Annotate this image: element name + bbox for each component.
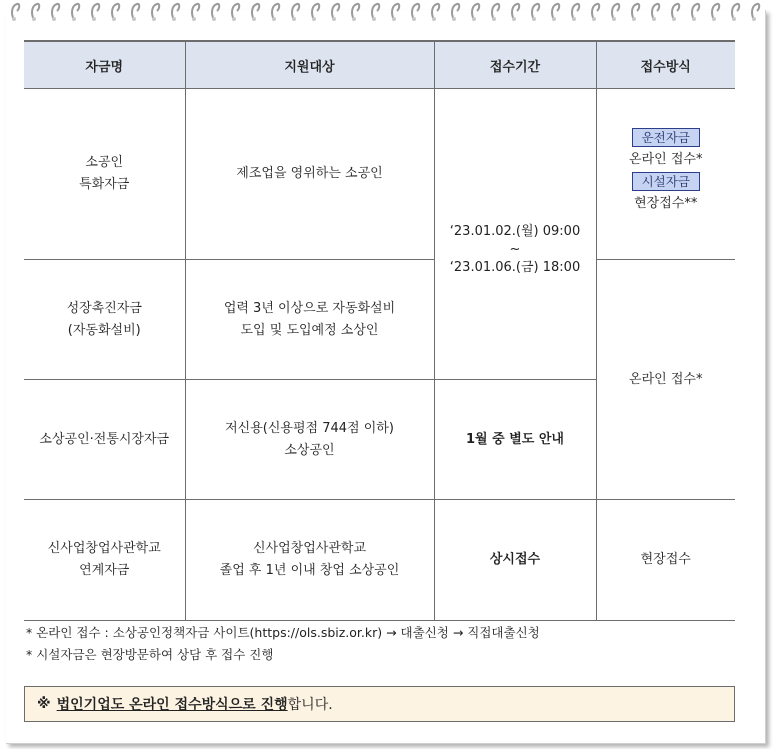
header-period: 접수기간: [434, 41, 596, 89]
target-cell: [185, 380, 434, 500]
spiral-hole: [332, 17, 336, 21]
spiral-hole: [272, 17, 276, 21]
fund-name-line: 소상공인·전통시장자금: [39, 431, 170, 447]
spiral-hole: [312, 17, 316, 21]
spiral-hole: [212, 17, 216, 21]
fund-name-line: 소공인: [85, 155, 124, 170]
fund-name-cell: [24, 260, 185, 380]
notice-box: [24, 686, 735, 722]
spiral-hole: [352, 17, 356, 21]
notice-mark: ※: [37, 696, 51, 712]
spiral-hole: [232, 17, 236, 21]
spiral-hole: [652, 17, 656, 21]
operating-fund-tag: 운전자금: [632, 128, 700, 147]
spiral-hole: [292, 17, 296, 21]
shared-period-cell: [434, 89, 596, 380]
fund-name-cell: [24, 500, 185, 621]
spiral-hole: [132, 17, 136, 21]
spiral-hole: [92, 17, 96, 21]
spiral-hole: [572, 17, 576, 21]
spiral-hole: [432, 17, 436, 21]
target-line: 업력 3년 이상으로 자동화설비: [223, 300, 396, 316]
target-line: 신사업창업사관학교: [252, 541, 367, 556]
header-target: 지원대상: [185, 41, 434, 89]
spiral-hole: [112, 17, 116, 21]
footnotes: [26, 622, 540, 666]
online-method: 온라인 접수*: [629, 152, 703, 167]
fund-name-line: 성장촉진자금: [66, 300, 142, 316]
period-start: ‘23.01.02.(월) 09:00: [449, 224, 581, 239]
spiral-hole: [32, 17, 36, 21]
spiral-hole: [472, 17, 476, 21]
spiral-hole: [692, 17, 696, 21]
table-row: [24, 260, 735, 380]
target-line: 제조업을 영위하는 소공인: [236, 166, 383, 181]
period-end: ‘23.01.06.(금) 18:00: [449, 260, 581, 275]
spiral-hole: [712, 17, 716, 21]
footnote-facility: * 시설자금은 현장방문하여 상담 후 접수 진행: [26, 647, 274, 662]
footnote-online: * 온라인 접수 : 소상공인정책자금 사이트(https://ols.sbiz.or.kr) → 대출신청 → 직접대출신청: [26, 625, 540, 640]
target-line: 소상공인: [284, 442, 335, 458]
fund-name-line: 연계자금: [79, 563, 130, 578]
spiral-hole: [532, 17, 536, 21]
spiral-hole: [412, 17, 416, 21]
spiral-hole: [552, 17, 556, 21]
fund-name-line: (자동화설비): [67, 322, 141, 338]
target-line: 졸업 후 1년 이내 창업 소상공인: [219, 563, 400, 578]
spiral-hole: [612, 17, 616, 21]
onsite-method: 현장접수**: [634, 196, 698, 211]
target-line: 도입 및 도입예정 소상인: [240, 322, 379, 338]
fund-table: [24, 40, 735, 621]
spiral-hole: [672, 17, 676, 21]
period-cell: 상시접수: [434, 500, 596, 621]
spiral-hole: [172, 17, 176, 21]
spiral-hole: [252, 17, 256, 21]
spiral-hole: [512, 17, 516, 21]
spiral-hole: [632, 17, 636, 21]
spiral-hole: [152, 17, 156, 21]
fund-name-line: 신사업창업사관학교: [47, 541, 161, 556]
table-row: [24, 89, 735, 260]
notice-emphasis: 법인기업도 온라인 접수방식으로 진행: [56, 697, 288, 713]
spiral-hole: [52, 17, 56, 21]
spiral-hole: [732, 17, 736, 21]
spiral-hole: [452, 17, 456, 21]
method-cell: [596, 89, 735, 260]
target-line: 저신용(신용평점 744점 이하): [225, 420, 394, 436]
fund-name-cell: [24, 89, 185, 260]
period-cell: 1월 중 별도 안내: [434, 380, 596, 500]
notice-suffix: 합니다.: [287, 697, 333, 713]
shared-method-cell: 온라인 접수*: [596, 260, 735, 500]
spiral-hole: [372, 17, 376, 21]
spiral-hole: [752, 17, 756, 21]
method-cell: 현장접수: [596, 500, 735, 621]
spiral-hole: [392, 17, 396, 21]
header-fund-name: 자금명: [24, 41, 185, 89]
header-method: 접수방식: [596, 41, 735, 89]
table-row: [24, 500, 735, 621]
spiral-binding: [0, 0, 775, 24]
target-cell: [185, 260, 434, 380]
target-cell: [185, 500, 434, 621]
spiral-hole: [492, 17, 496, 21]
spiral-hole: [12, 17, 16, 21]
target-cell: [185, 89, 434, 260]
fund-name-cell: [24, 380, 185, 500]
fund-name-line: 특화자금: [79, 177, 130, 192]
period-tilde: ~: [509, 242, 521, 257]
spiral-hole: [72, 17, 76, 21]
spiral-hole: [592, 17, 596, 21]
spiral-hole: [192, 17, 196, 21]
table-header-row: [24, 41, 735, 89]
facility-fund-tag: 시설자금: [632, 172, 700, 191]
